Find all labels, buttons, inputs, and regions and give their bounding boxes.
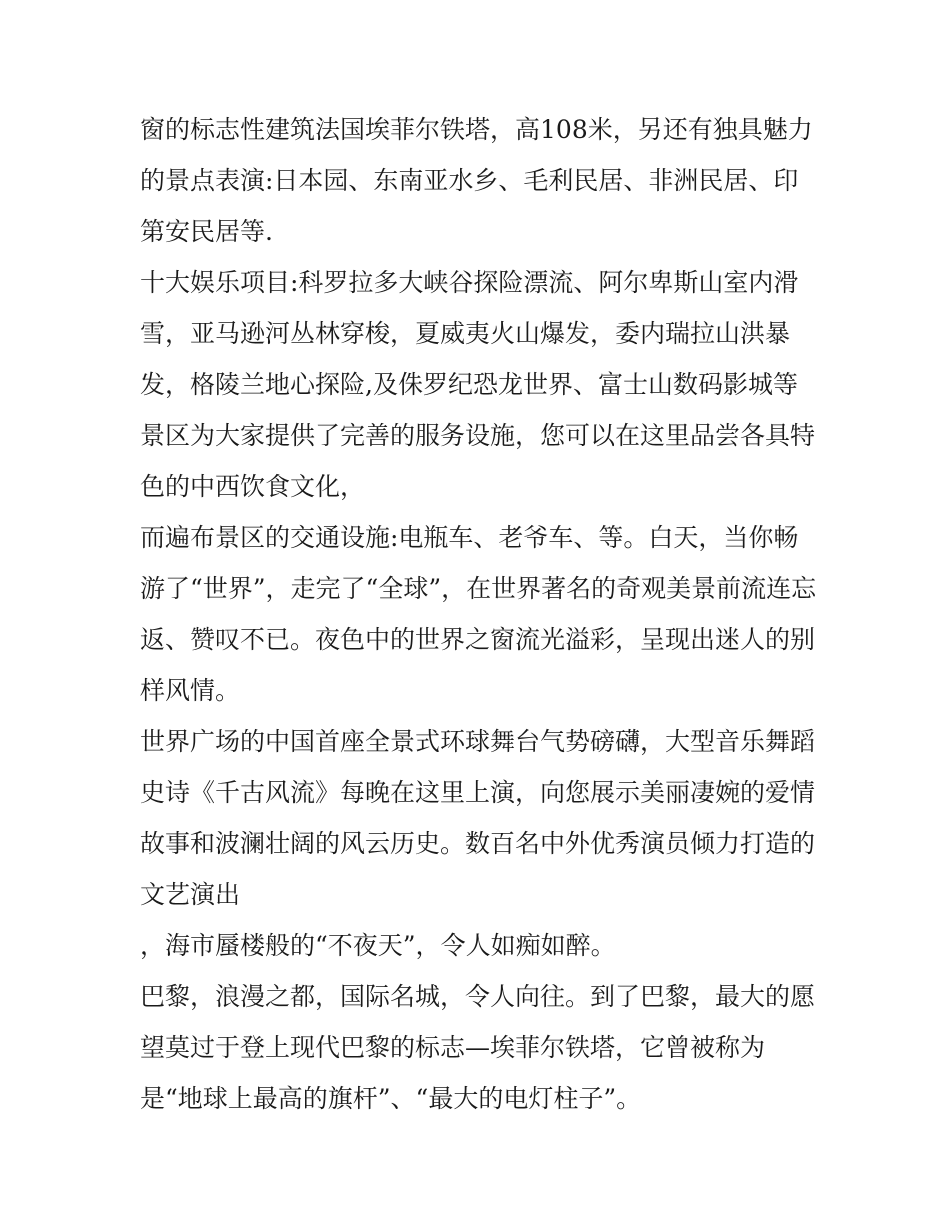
text-line: 是“地球上最高的旗杆”、“最大的电灯柱子”。 xyxy=(140,1084,642,1113)
text-line: 景区为大家提供了完善的服务设施，您可以在这里品尝各具特 xyxy=(140,421,816,450)
text-line: 游了“世界”，走完了“全球”，在世界著名的奇观美景前流连忘 xyxy=(140,574,817,603)
text-line: 第安民居等. xyxy=(140,217,273,246)
text-line: 色的中西饮食文化， xyxy=(140,472,366,501)
text-line: 十大娱乐项目:科罗拉多大峡谷探险漂流、阿尔卑斯山室内滑 xyxy=(140,268,799,297)
text-line: 雪，亚马逊河丛林穿梭，夏威夷火山爆发，委内瑞拉山洪暴 xyxy=(140,319,791,348)
document-body xyxy=(140,104,815,1124)
text-line: 样风情。 xyxy=(140,676,241,705)
text-line: 发，格陵兰地心探险,及侏罗纪恐龙世界、富士山数码影城等 xyxy=(140,370,798,399)
text-line: 史诗《千古风流》每晚在这里上演，向您展示美丽凄婉的爱情 xyxy=(140,778,816,807)
text-line: 世界广场的中国首座全景式环球舞台气势磅礴，大型音乐舞蹈 xyxy=(140,727,816,756)
text-line: 而遍布景区的交通设施:电瓶车、老爷车、等。白天，当你畅 xyxy=(140,523,799,552)
text-line: 巴黎，浪漫之都，国际名城，令人向往。到了巴黎，最大的愿 xyxy=(140,982,816,1011)
text-line: 文艺演出 xyxy=(140,880,241,909)
text-line: 窗的标志性建筑法国埃菲尔铁塔，高108米，另还有独具魅力 xyxy=(140,115,813,144)
text-line: 返、赞叹不已。夜色中的世界之窗流光溢彩，呈现出迷人的别 xyxy=(140,625,816,654)
text-line: ，海市蜃楼般的“不夜天”，令人如痴如醉。 xyxy=(140,931,616,960)
text-line: 故事和波澜壮阔的风云历史。数百名中外优秀演员倾力打造的 xyxy=(140,829,816,858)
text-line: 的景点表演:日本园、东南亚水乡、毛利民居、非洲民居、印 xyxy=(140,166,799,195)
text-line: 望莫过于登上现代巴黎的标志—埃菲尔铁塔，它曾被称为 xyxy=(140,1033,766,1062)
